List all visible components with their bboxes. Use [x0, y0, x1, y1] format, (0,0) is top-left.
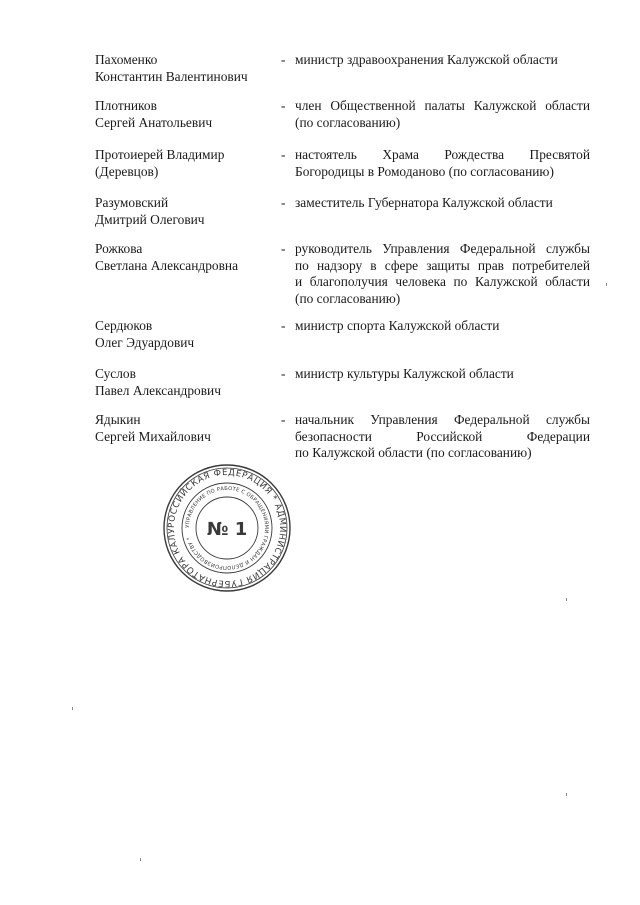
member-role-line: (по согласованию): [295, 114, 401, 130]
member-name-line: Ядыкин: [95, 412, 141, 427]
seal-number: № 1: [206, 519, 248, 540]
seal-icon: [162, 463, 292, 593]
member-role: [295, 412, 590, 462]
member-name: [95, 412, 275, 445]
dash-separator: -: [281, 366, 286, 381]
member-name-line: Павел Александрович: [95, 382, 221, 398]
member-name-line: (Деревцов): [95, 163, 159, 179]
member-name: [95, 366, 275, 399]
scan-speck: [140, 858, 141, 861]
member-role: [295, 241, 590, 307]
member-role-line: по Калужской области (по согласованию): [295, 445, 532, 460]
member-name-line: Сергей Анатольевич: [95, 114, 213, 130]
member-name-line: Рожкова: [95, 241, 143, 256]
member-role-line: заместитель Губернатора Калужской области: [295, 195, 553, 210]
dash-separator: -: [281, 52, 286, 67]
member-name: [95, 195, 275, 228]
member-name-line: Олег Эдуардович: [95, 334, 195, 350]
member-role-line: и благополучия человека по Калужской области: [295, 274, 590, 289]
seal-outer-text: РОССИЙСКАЯ ФЕДЕРАЦИЯ * АДМИНИСТРАЦИЯ ГУБЕРНАТОРА КАЛУ: [166, 467, 288, 589]
member-role-line: министр спорта Калужской области: [295, 318, 500, 333]
member-role: [295, 98, 590, 131]
official-seal: [162, 463, 292, 593]
member-role: [295, 366, 590, 383]
dash-separator: -: [281, 318, 286, 333]
member-role-line: руководитель Управления Федеральной службы: [295, 241, 590, 256]
member-role-line: начальник Управления Федеральной службы: [295, 412, 590, 427]
member-name-line: Разумовский: [95, 195, 169, 210]
member-role: [295, 195, 590, 212]
scan-speck: [72, 707, 73, 710]
scan-speck: [606, 283, 607, 286]
member-name-line: Сердюков: [95, 318, 153, 333]
member-name-line: Константин Валентинович: [95, 68, 248, 84]
member-role-line: настоятель Храма Рождества Пресвятой: [295, 147, 590, 162]
member-role: [295, 52, 590, 69]
member-role-line: член Общественной палаты Калужской области: [295, 98, 590, 113]
member-role-line: Богородицы в Ромоданово (по согласованию): [295, 163, 554, 179]
member-name-line: Плотников: [95, 98, 157, 113]
member-name-line: Пахоменко: [95, 52, 158, 67]
member-role-line: по надзору в сфере защиты прав потребителей: [295, 257, 590, 273]
member-name: [95, 318, 275, 351]
scan-speck: [566, 793, 567, 796]
member-name-line: Светлана Александровна: [95, 257, 239, 273]
dash-separator: -: [281, 98, 286, 113]
member-name: [95, 52, 275, 85]
member-role: [295, 318, 590, 335]
dash-separator: -: [281, 195, 286, 210]
member-role-line: министр здравоохранения Калужской области: [295, 52, 558, 67]
member-role-line: безопасности Российской Федерации: [295, 428, 590, 444]
dash-separator: -: [281, 241, 286, 256]
member-name-line: Протоиерей Владимир: [95, 147, 225, 162]
scan-speck: [566, 598, 567, 601]
member-name-line: Дмитрий Олегович: [95, 211, 205, 227]
member-name-line: Суслов: [95, 366, 136, 381]
seal-inner-text: УПРАВЛЕНИЕ ПО РАБОТЕ С ОБРАЩЕНИЯМИ ГРАЖДАН И ДЕЛОПРОИЗВОДСТВУ *: [184, 485, 270, 571]
member-role: [295, 147, 590, 180]
member-name-line: Сергей Михайлович: [95, 428, 211, 444]
member-name: [95, 98, 275, 131]
member-name: [95, 241, 275, 274]
dash-separator: -: [281, 412, 286, 427]
member-role-line: (по согласованию): [295, 290, 401, 306]
dash-separator: -: [281, 147, 286, 162]
member-role-line: министр культуры Калужской области: [295, 366, 514, 381]
member-name: [95, 147, 275, 180]
